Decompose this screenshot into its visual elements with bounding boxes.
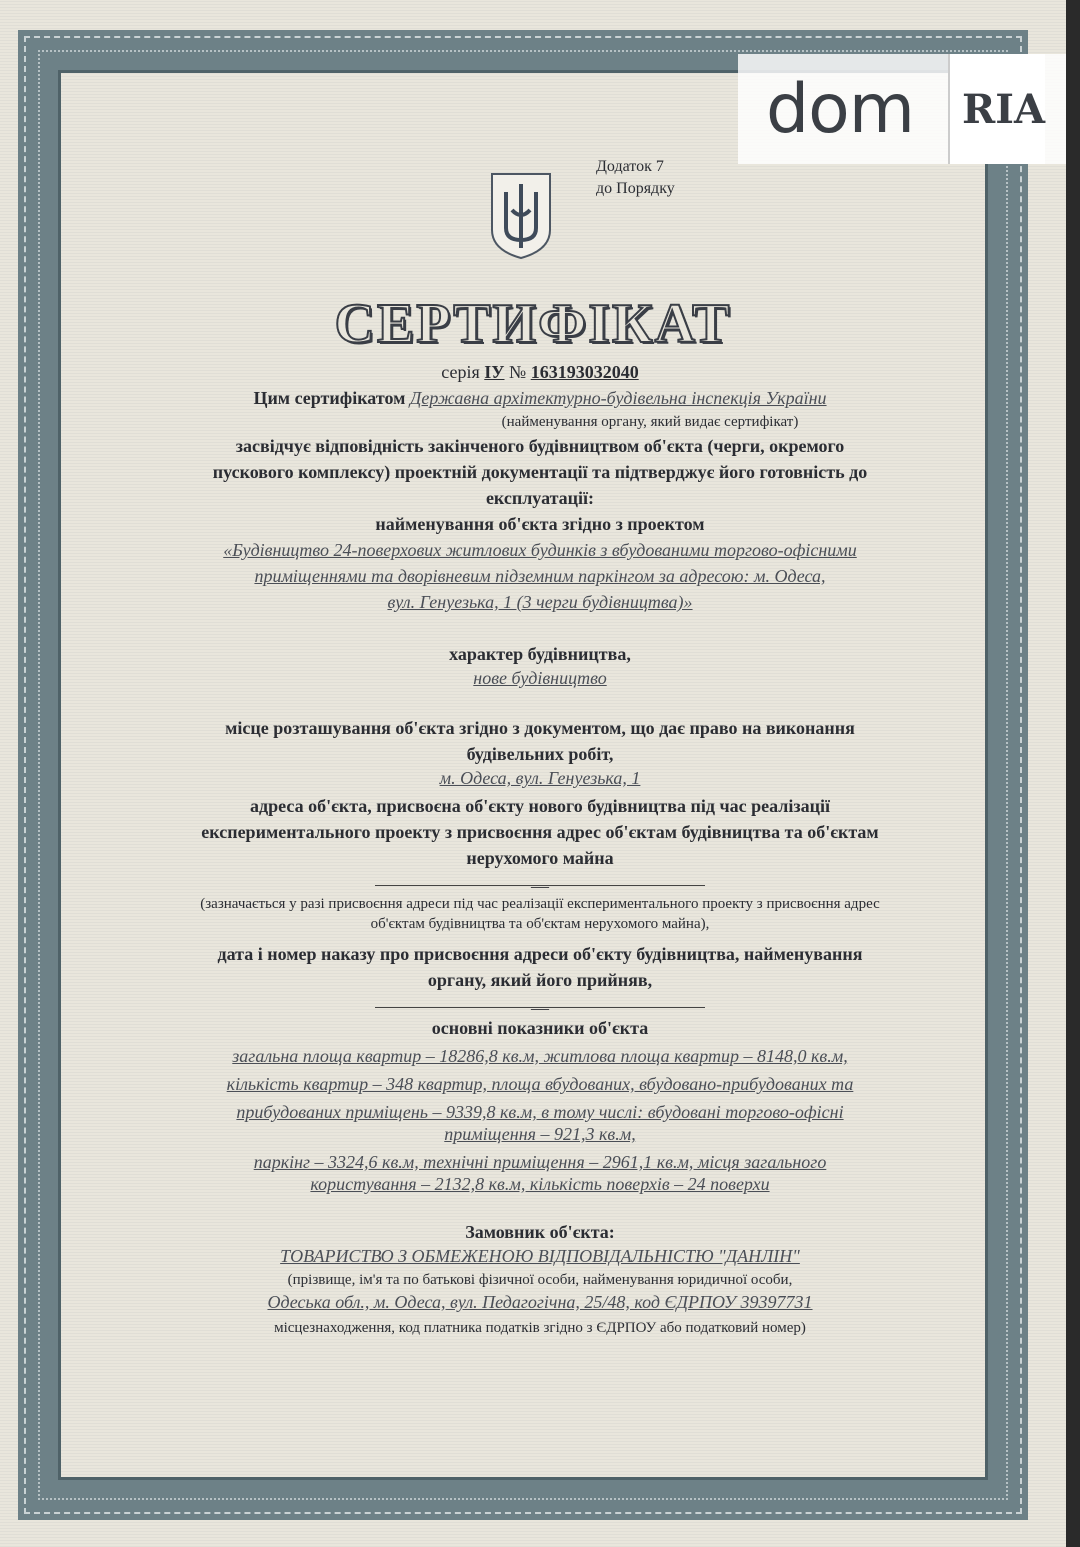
series-label: серія (441, 362, 480, 382)
indicators-line-1: загальна площа квартир – 18286,8 кв.м, житлова площа квартир – 8148,0 кв.м, (232, 1046, 848, 1066)
indicators-line-5: паркінг – 3324,6 кв.м, технічні приміщення – 2961,1 кв.м, місця загального (253, 1152, 827, 1172)
series-value: IУ (484, 362, 505, 382)
customer-address: Одеська обл., м. Одеса, вул. Педагогічна, 25/48, код ЄДРПОУ 39397731 (267, 1292, 813, 1312)
statement-line-3: експлуатації: (485, 488, 595, 508)
statement-line-1: засвідчує відповідність закінченого будівництвом об'єкта (черги, окремого (235, 436, 845, 456)
indicators-line-6: користування – 2132,8 кв.м, кількість поверхів – 24 поверхи (310, 1174, 770, 1194)
location-line-1: місце розташування об'єкта згідно з документом, що дає право на виконання (225, 718, 855, 738)
annex-line-2: до Порядку (596, 180, 675, 197)
domria-watermark (738, 54, 1066, 164)
statement-line-2: пускового комплексу) проектній документації та підтверджує його готовність до (212, 462, 868, 482)
address-note-line-2: об'єктам будівництва та об'єктам нерухомого майна), (370, 916, 710, 932)
customer-name: ТОВАРИСТВО З ОБМЕЖЕНОЮ ВІДПОВІДАЛЬНІСТЮ "ДАНЛІН" (280, 1246, 800, 1266)
indicators-label: основні показники об'єкта (431, 1018, 649, 1038)
location-value: м. Одеса, вул. Генуезька, 1 (439, 768, 641, 788)
indicators-line-3: прибудованих приміщень – 9339,8 кв.м, в тому числі: вбудовані торгово-офісні (236, 1102, 844, 1122)
watermark-dom: dom (766, 69, 915, 149)
construction-type-value: нове будівництво (473, 668, 607, 688)
location-line-2: будівельних робіт, (466, 744, 614, 764)
order-value: — (531, 998, 549, 1018)
address-line-1: адреса об'єкта, присвоєна об'єкту нового будівництва під час реалізації (250, 796, 830, 816)
issuer-name: Державна архітектурно-будівельна інспекція України (409, 388, 827, 408)
order-line-1: дата і номер наказу про присвоєння адреси об'єкту будівництва, найменування (217, 944, 863, 964)
watermark-ria: RIA (948, 54, 1045, 164)
issuer-prefix: Цим сертифікатом (253, 388, 406, 408)
object-name-line-2: приміщеннями та дворівневим підземним паркінгом за адресою: м. Одеса, (254, 566, 826, 586)
issuer-note: (найменування органу, який видає сертифікат) (501, 414, 799, 430)
address-line-2: експериментального проекту з присвоєння адрес об'єктам будівництва та об'єктам (201, 822, 879, 842)
object-name-line-1: «Будівництво 24-поверхових житлових будинків з вбудованими торгово-офісними (223, 540, 857, 560)
indicators-line-2: кількість квартир – 348 квартир, площа вбудованих, вбудовано-прибудованих та (226, 1074, 854, 1094)
customer-name-note: (прізвище, ім'я та по батькові фізичної особи, найменування юридичної особи, (287, 1272, 793, 1288)
order-line-2: органу, який його прийняв, (427, 970, 653, 990)
annex-line-1: Додаток 7 (596, 158, 664, 175)
address-value: — (531, 876, 549, 896)
series-row (80, 360, 1000, 384)
certificate-title: СЕРТИФІКАТ (334, 293, 732, 355)
indicators-line-4: приміщення – 921,3 кв.м, (444, 1124, 636, 1144)
certificate-number: 163193032040 (530, 362, 639, 382)
address-note-line-1: (зазначається у разі присвоєння адреси під час реалізації експериментального проекту з присвоєння адрес (200, 896, 880, 912)
object-name-label: найменування об'єкта згідно з проектом (375, 514, 705, 534)
address-line-3: нерухомого майна (466, 848, 614, 868)
object-name-line-3: вул. Генуезька, 1 (3 черги будівництва)» (387, 592, 693, 612)
customer-address-note: місцезнаходження, код платника податків згідно з ЄДРПОУ або податковий номер) (274, 1320, 806, 1336)
customer-label: Замовник об'єкта: (465, 1222, 615, 1242)
trident-emblem-icon (486, 170, 556, 260)
number-label: № (509, 362, 527, 382)
issuer-row (80, 386, 1000, 410)
construction-type-label: характер будівництва, (449, 644, 631, 664)
annex-note (596, 156, 675, 200)
